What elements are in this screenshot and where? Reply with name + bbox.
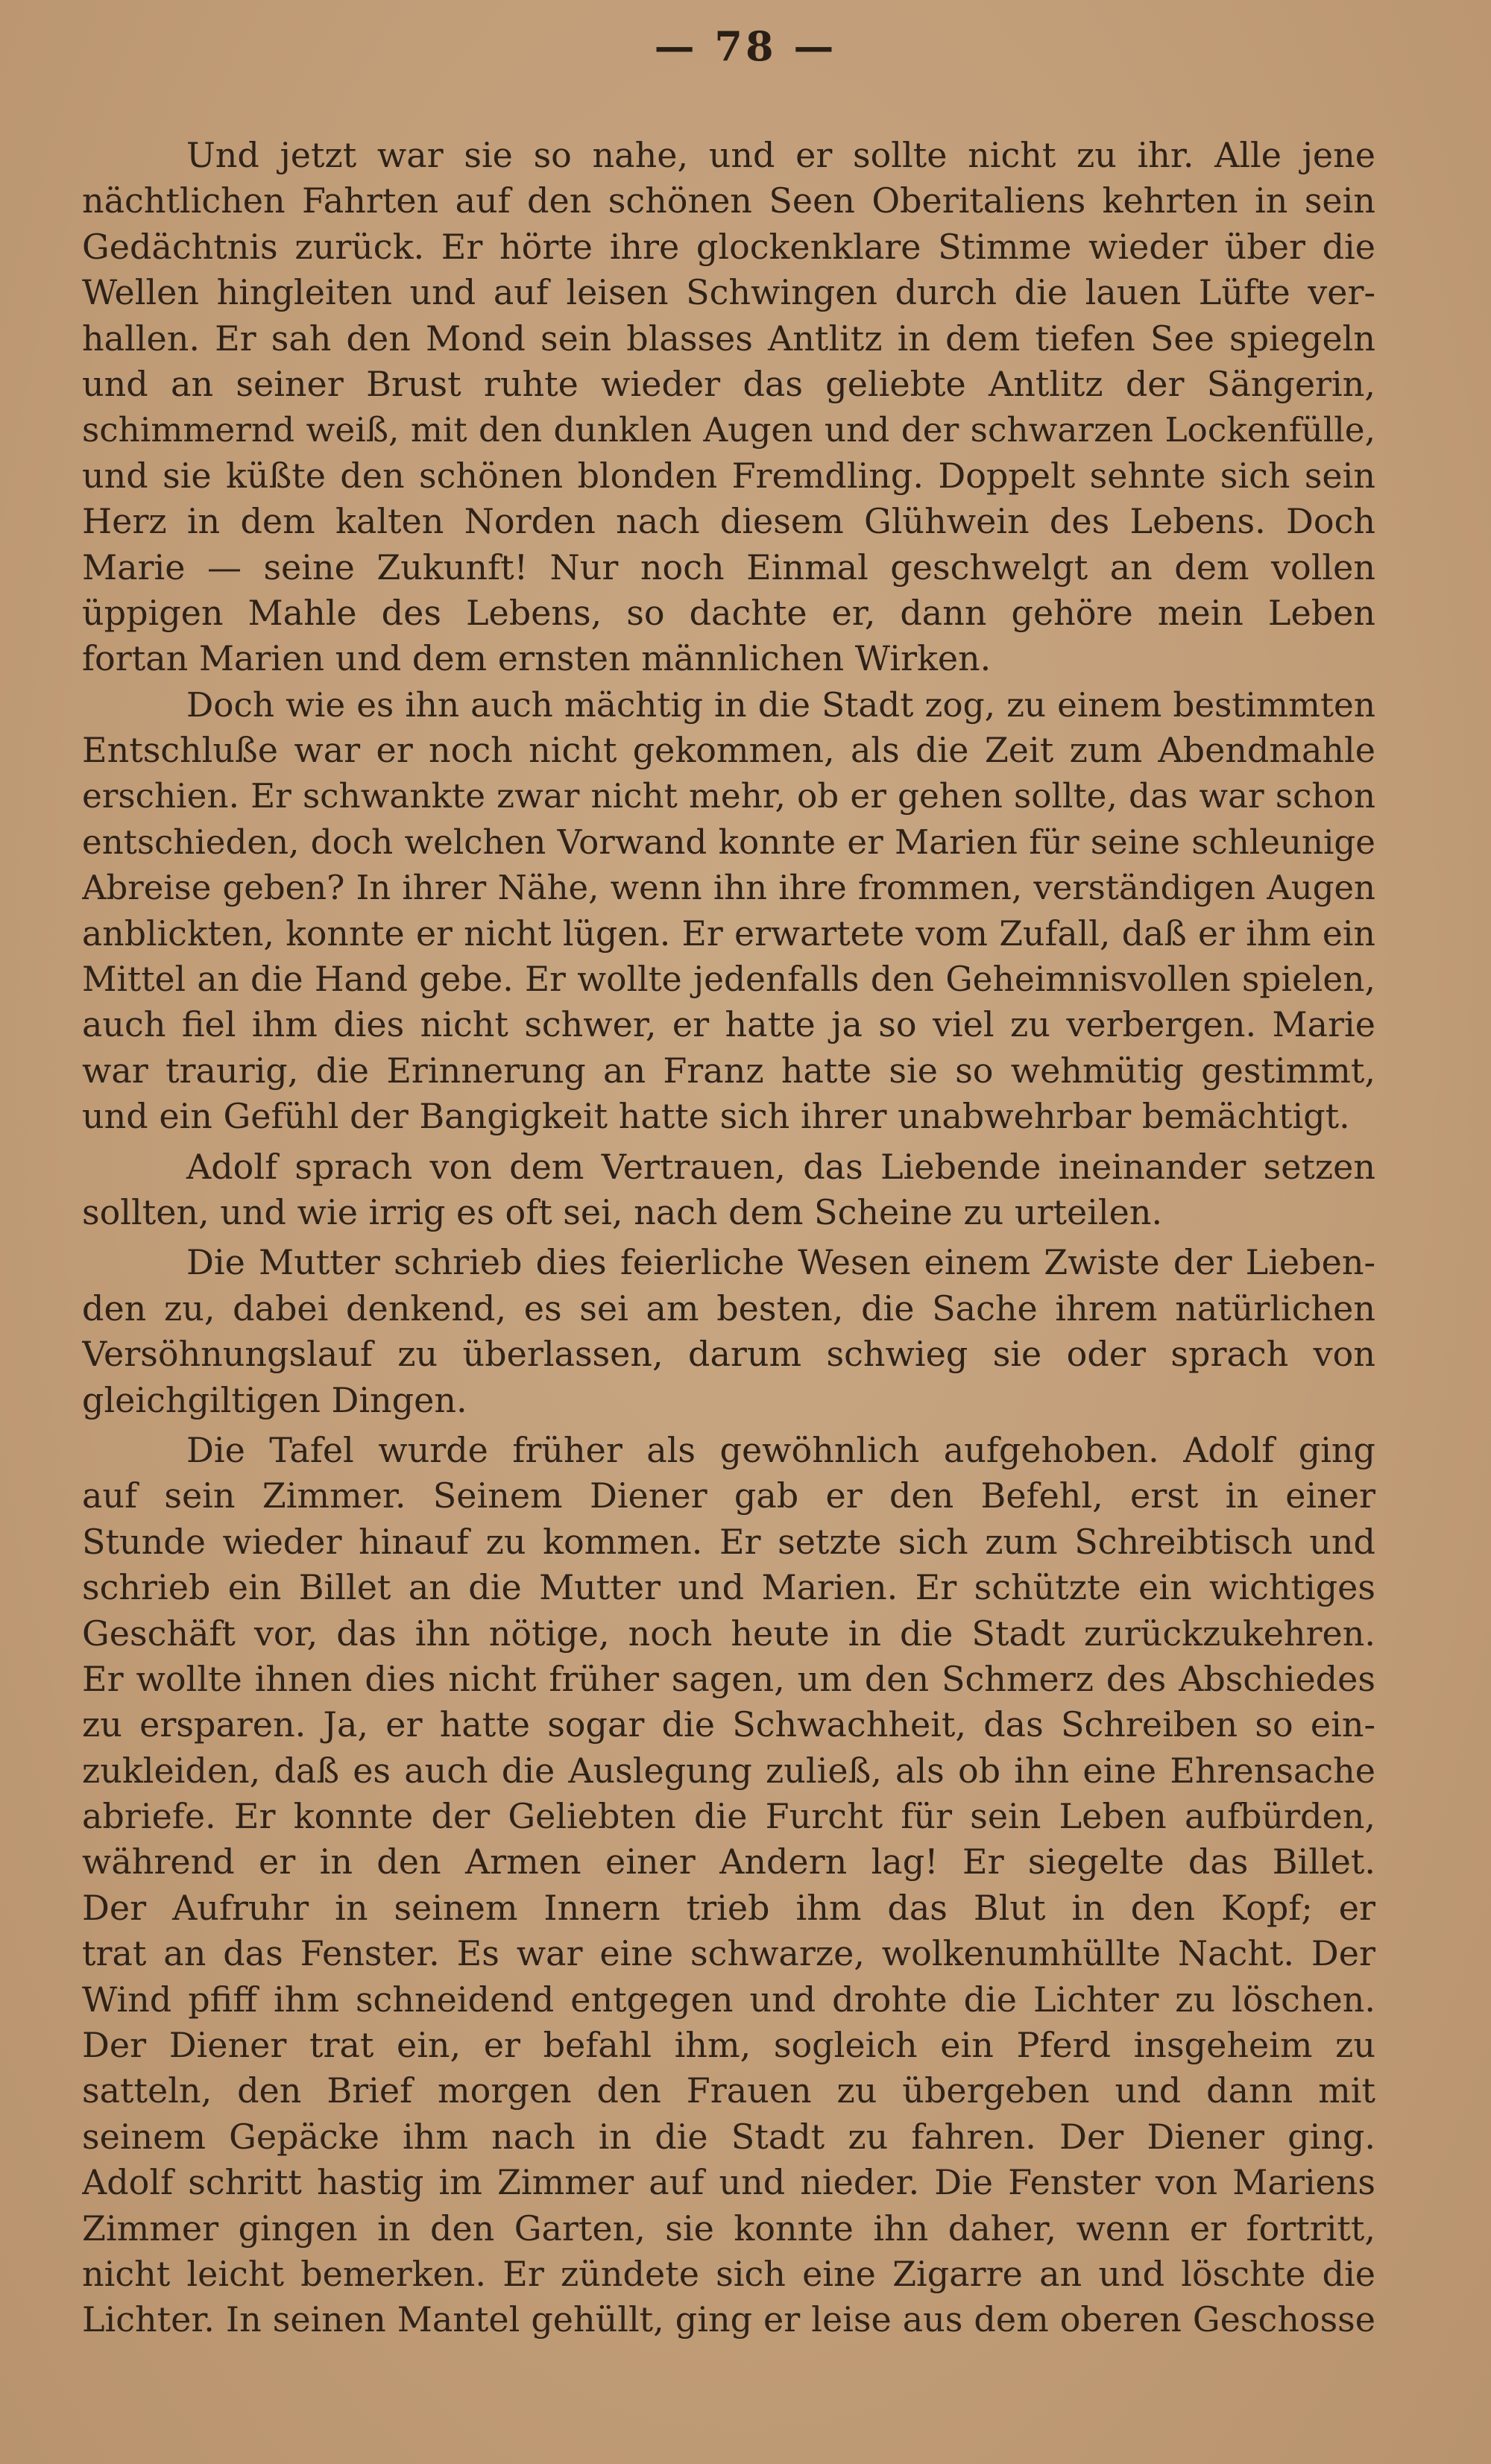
text-line: trat an das Fenster. Es war eine schwarze, wolkenumhüllte Nacht. Der (82, 1933, 1375, 1974)
text-line: Versöhnungslauf zu überlassen, darum schwieg sie oder sprach von (82, 1334, 1375, 1375)
text-line: Der Diener trat ein, er befahl ihm, sogleich ein Pferd insgeheim zu (82, 2025, 1375, 2066)
text-line: und an seiner Brust ruhte wieder das geliebte Antlitz der Sängerin, (82, 363, 1375, 404)
text-line: erschien. Er schwankte zwar nicht mehr, ob er gehen sollte, das war schon (82, 776, 1375, 816)
text-line: den zu, dabei denkend, es sei am besten, die Sache ihrem natürlichen (82, 1288, 1375, 1329)
text-line: Gedächtnis zurück. Er hörte ihre glockenklare Stimme wieder über die (82, 226, 1375, 267)
paragraph (82, 1428, 1375, 2343)
text-line: zukleiden, daß es auch die Auslegung zuließ, als ob ihn eine Ehrensache (82, 1750, 1375, 1791)
text-line: Lichter. In seinen Mantel gehüllt, ging er leise aus dem oberen Geschosse (82, 2299, 1375, 2340)
text-line: entschieden, doch welchen Vorwand konnte er Marien für seine schleunige (82, 822, 1375, 862)
text-line: Marie — seine Zukunft! Nur noch Einmal geschwelgt an dem vollen (82, 546, 1375, 587)
text-line: Abreise geben? In ihrer Nähe, wenn ihn ihre frommen, verständigen Augen (82, 868, 1375, 908)
page-number: — 78 — (654, 22, 837, 70)
text-line: Wind pfiff ihm schneidend entgegen und drohte die Lichter zu löschen. (82, 1979, 1375, 2020)
paragraph (82, 682, 1375, 1140)
text-line: seinem Gepäcke ihm nach in die Stadt zu fahren. Der Diener ging. (82, 2116, 1375, 2157)
paragraph (82, 1240, 1375, 1423)
text-line: Stunde wieder hinauf zu kommen. Er setzte sich zum Schreibtisch und (82, 1521, 1375, 1562)
text-line: Die Tafel wurde früher als gewöhnlich aufgehoben. Adolf ging (186, 1429, 1375, 1470)
text-line: Und jetzt war sie so nahe, und er sollte nicht zu ihr. Alle jene (186, 135, 1375, 175)
text-line: sollten, und wie irrig es oft sei, nach dem Scheine zu urteilen. (82, 1191, 1163, 1232)
text-line: Geschäft vor, das ihn nötige, noch heute in die Stadt zurückzukehren. (82, 1613, 1375, 1654)
text-line: fortan Marien und dem ernsten männlichen Wirken. (82, 638, 992, 679)
text-line: Herz in dem kalten Norden nach diesem Glühwein des Lebens. Doch (82, 501, 1375, 542)
text-line: nächtlichen Fahrten auf den schönen Seen Oberitaliens kehrten in sein (82, 180, 1375, 221)
text-line: und ein Gefühl der Bangigkeit hatte sich ihrer unabwehrbar bemächtigt. (82, 1096, 1350, 1137)
text-line: hallen. Er sah den Mond sein blasses Antlitz in dem tiefen See spiegeln (82, 318, 1375, 359)
text-line: auf sein Zimmer. Seinem Diener gab er den Befehl, erst in einer (82, 1475, 1375, 1516)
text-line: auch fiel ihm dies nicht schwer, er hatte ja so viel zu verbergen. Marie (82, 1004, 1375, 1045)
text-line: schrieb ein Billet an die Mutter und Marien. Er schützte ein wichtiges (82, 1567, 1375, 1608)
text-line: war traurig, die Erinnerung an Franz hatte sie so wehmütig gestimmt, (82, 1050, 1375, 1091)
paragraph (82, 1144, 1375, 1236)
paragraph (82, 133, 1375, 682)
text-line: Adolf sprach von dem Vertrauen, das Liebende ineinander setzen (186, 1146, 1375, 1187)
text-line: anblickten, konnte er nicht lügen. Er erwartete vom Zufall, daß er ihm ein (82, 913, 1375, 954)
text-line: üppigen Mahle des Lebens, so dachte er, dann gehöre mein Leben (82, 592, 1375, 633)
text-line: schimmernd weiß, mit den dunklen Augen und der schwarzen Lockenfülle, (82, 410, 1375, 450)
text-line: abriefe. Er konnte der Geliebten die Furcht für sein Leben aufbürden, (82, 1796, 1375, 1837)
text-line: Doch wie es ihn auch mächtig in die Stadt zog, zu einem bestimmten (186, 684, 1375, 725)
text-line: Entschluße war er noch nicht gekommen, als die Zeit zum Abendmahle (82, 730, 1375, 771)
text-line: Er wollte ihnen dies nicht früher sagen, um den Schmerz des Abschiedes (82, 1658, 1375, 1699)
text-line: während er in den Armen einer Andern lag! Er siegelte das Billet. (82, 1841, 1375, 1882)
text-line: und sie küßte den schönen blonden Fremdling. Doppelt sehnte sich sein (82, 455, 1375, 496)
text-line: Die Mutter schrieb dies feierliche Wesen einem Zwiste der Lieben- (186, 1242, 1375, 1283)
text-line: Zimmer gingen in den Garten, sie konnte ihn daher, wenn er fortritt, (82, 2208, 1375, 2249)
text-line: zu ersparen. Ja, er hatte sogar die Schwachheit, das Schreiben so ein- (82, 1704, 1375, 1745)
text-line: Mittel an die Hand gebe. Er wollte jedenfalls den Geheimnisvollen spielen, (82, 960, 1375, 1000)
text-line: Der Aufruhr in seinem Innern trieb ihm das Blut in den Kopf; er (82, 1887, 1375, 1928)
text-line: satteln, den Brief morgen den Frauen zu übergeben und dann mit (82, 2070, 1375, 2111)
text-line: Wellen hingleiten und auf leisen Schwingen durch die lauen Lüfte ver- (82, 272, 1375, 313)
text-line: Adolf schritt hastig im Zimmer auf und nieder. Die Fenster von Mariens (82, 2162, 1375, 2203)
text-body (82, 133, 1375, 2343)
text-line: nicht leicht bemerken. Er zündete sich eine Zigarre an und löschte die (82, 2253, 1375, 2294)
text-line: gleichgiltigen Dingen. (82, 1379, 467, 1420)
